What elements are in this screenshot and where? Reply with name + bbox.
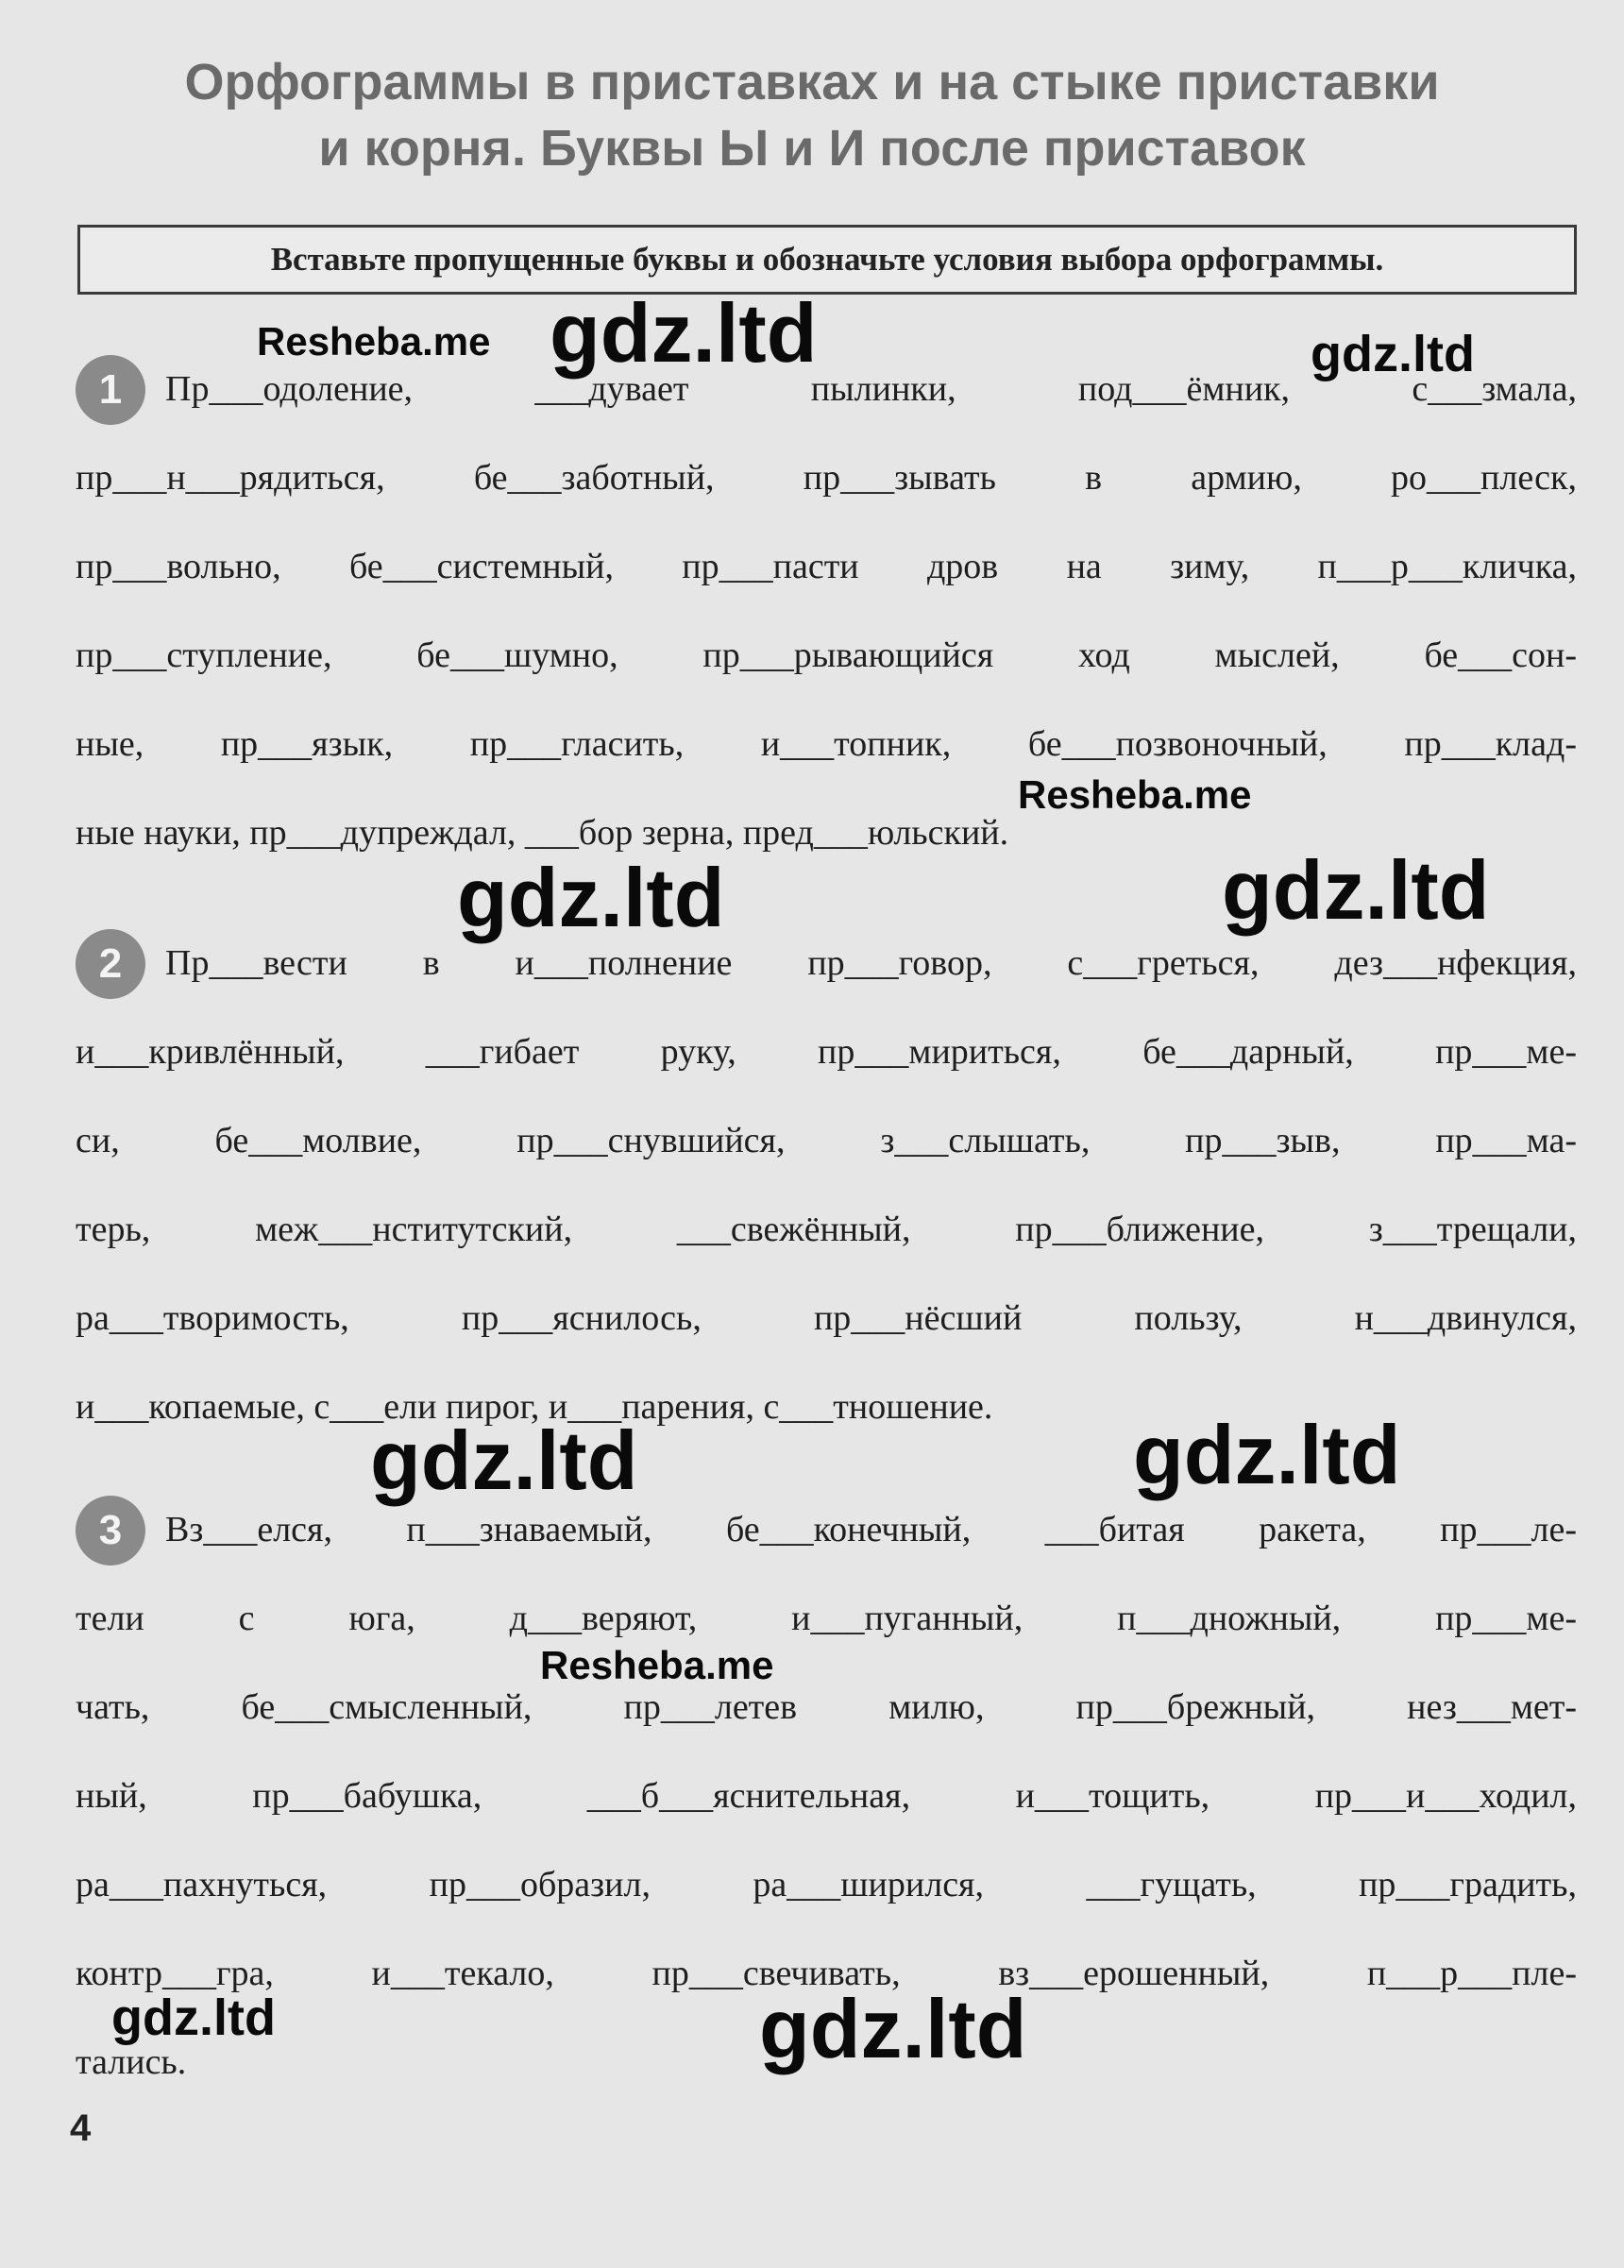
- exercise-number-badge: 2: [76, 929, 145, 999]
- exercise-line: ные, пр___язык, пр___гласить, и___топник, бе___позвоночный, пр___клад-: [76, 724, 1577, 764]
- page-number: 4: [70, 2107, 92, 2149]
- exercise-line: ра___пахнуться, пр___образил, ра___ширился, ___гущать, пр___градить,: [76, 1865, 1577, 1904]
- watermark-gdz: gdz.ltd: [759, 1982, 1027, 2075]
- exercise-line: Пр___вести в и___полнение пр___говор, с___греться, дез___нфекция,: [165, 943, 1577, 983]
- exercise-line: пр___н___рядиться, бе___заботный, пр___зывать в армию, ро___плеск,: [76, 458, 1577, 498]
- title-line-2: и корня. Буквы Ы и И после приставок: [318, 120, 1306, 177]
- exercise-line: Пр___одоление, ___дувает пылинки, под___ёмник, с___змала,: [165, 369, 1577, 409]
- exercise-line: тели с юга, д___веряют, и___пуганный, п___дножный, пр___ме-: [76, 1599, 1577, 1638]
- watermark-gdz: gdz.ltd: [1311, 326, 1475, 382]
- title-line-1: Орфограммы в приставках и на стыке приставки: [184, 54, 1440, 110]
- watermark-gdz: gdz.ltd: [457, 851, 725, 944]
- page-title: [57, 49, 1567, 181]
- watermark-resheba: Resheba.me: [540, 1643, 774, 1687]
- exercise-line: Вз___елся, п___знаваемый, бе___конечный, ___битая ракета, пр___ле-: [165, 1510, 1577, 1549]
- watermark-gdz: gdz.ltd: [1133, 1408, 1401, 1501]
- exercise-number-badge: 3: [76, 1496, 145, 1566]
- instruction-box: Вставьте пропущенные буквы и обозначьте условия выбора орфограммы.: [77, 225, 1577, 295]
- exercise-line: пр___ступление, бе___шумно, пр___рывающийся ход мыслей, бе___сон-: [76, 635, 1577, 675]
- watermark-resheba: Resheba.me: [1018, 772, 1252, 817]
- exercise-line: контр___гра, и___текало, пр___свечивать, вз___ерошенный, п___р___пле-: [76, 1954, 1577, 1993]
- exercise-line: тались.: [76, 2042, 187, 2082]
- exercise-line: си, бе___молвие, пр___снувшийся, з___слышать, пр___зыв, пр___ма-: [76, 1121, 1577, 1160]
- exercise-line: терь, меж___нститутский, ___свежённый, пр___ближение, з___трещали,: [76, 1210, 1577, 1249]
- watermark-gdz: gdz.ltd: [1222, 843, 1490, 937]
- exercise-line: и___кривлённый, ___гибает руку, пр___мириться, бе___дарный, пр___ме-: [76, 1032, 1577, 1072]
- watermark-resheba: Resheba.me: [257, 319, 491, 364]
- watermark-gdz: gdz.ltd: [111, 1989, 276, 2046]
- exercise-line: пр___вольно, бе___системный, пр___пасти дров на зиму, п___р___кличка,: [76, 547, 1577, 586]
- exercise-line: ра___творимость, пр___яснилось, пр___нёсший пользу, н___двинулся,: [76, 1298, 1577, 1338]
- exercise-line: ные науки, пр___дупреждал, ___бор зерна, пред___юльский.: [76, 813, 1009, 853]
- watermark-gdz: gdz.ltd: [550, 286, 818, 380]
- exercise-number-badge: 1: [76, 355, 145, 425]
- exercise-line: чать, бе___смысленный, пр___летев милю, пр___брежный, нез___мет-: [76, 1687, 1577, 1727]
- watermark-gdz: gdz.ltd: [370, 1413, 638, 1507]
- exercise-line: ный, пр___бабушка, ___б___яснительная, и___тощить, пр___и___ходил,: [76, 1776, 1577, 1816]
- exercise-line: и___копаемые, с___ели пирог, и___парения, с___тношение.: [76, 1387, 993, 1427]
